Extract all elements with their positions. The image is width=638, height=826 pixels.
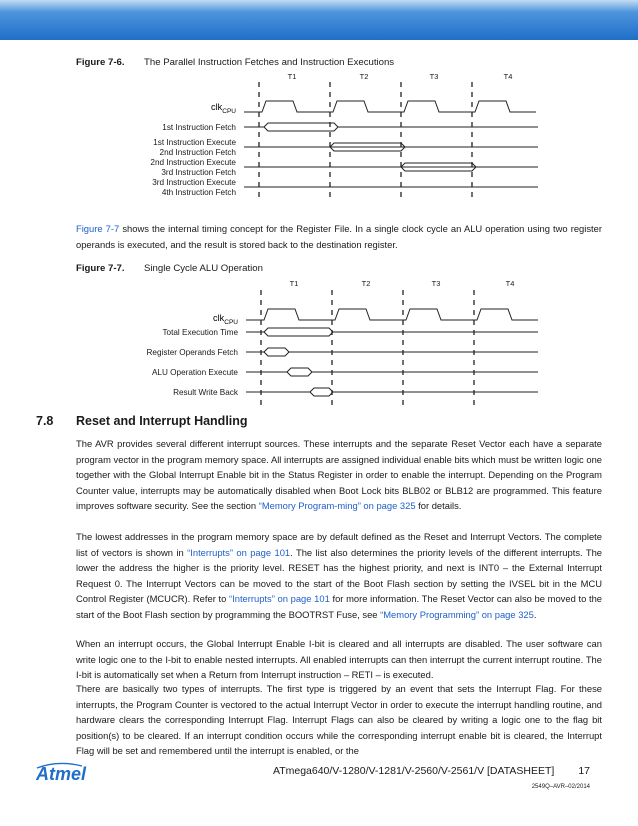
- document-code: 2549Q–AVR–02/2014: [531, 784, 590, 790]
- row-label: Register Operands Fetch: [146, 348, 238, 357]
- link-memory-programming[interactable]: “Memory Programming” on page 325: [380, 608, 534, 620]
- row-label: Result Write Back: [173, 388, 238, 397]
- reg-fetch-signal: [264, 352, 289, 356]
- total-exec-signal: [264, 332, 333, 336]
- fetch-1-signal: [264, 127, 338, 131]
- exec-2-signal: [401, 163, 476, 167]
- row-label: 3rd Instruction Execute: [152, 178, 236, 187]
- para-figure-7-7-intro: Figure 7-7 shows the internal timing concept for the Register File. In a single clock cycle an ALU operation using two register operands is executed, and the result is stored back to the destination register.: [76, 223, 602, 250]
- t1-label: T1: [287, 72, 297, 81]
- paragraph-1: The AVR provides several different interrupt sources. These interrupts and the separate Reset Vector each have a separate program vector in the program memory space. All interrupts are assigned individual enable bits which must be written logic one together with the Global Interrupt Enable bit in the Status Register in order to enable the interrupt. Depending on the Program Counter value, interrupts may be automatically disabled when Boot Lock bits BLB02 or BLB12 are programmed. This feature improves software security. See the section “Memory Program-ming” on page 325 for details.: [76, 438, 602, 512]
- clk-label: clk$_{CPU}$: [213, 313, 238, 326]
- link-interrupts[interactable]: “Interrupts” on page 101: [187, 546, 291, 558]
- document-title: ATmega640/V-1280/V-1281/V-2560/V-2561/V [DATASHEET]: [272, 765, 555, 777]
- row-label: Total Execution Time: [162, 328, 238, 337]
- t3-label: T3: [429, 72, 439, 81]
- figure-title: Single Cycle ALU Operation: [144, 263, 263, 274]
- exec-1-signal: [330, 147, 405, 151]
- timing-diagram-7-7: [0, 274, 638, 414]
- t4-label: T4: [503, 72, 513, 81]
- row-label: 2nd Instruction Execute: [150, 158, 236, 167]
- atmel-logo: [36, 762, 96, 788]
- fetch-1-signal: [244, 123, 538, 127]
- exec-1-signal: [330, 143, 405, 147]
- link-interrupts[interactable]: “Interrupts” on page 101: [229, 593, 330, 605]
- footer-title: [273, 765, 590, 777]
- row-label: 1st Instruction Execute: [153, 138, 236, 147]
- svg-text:Atmel: Atmel: [36, 764, 87, 784]
- t1-label: T1: [289, 279, 299, 288]
- figure-title: The Parallel Instruction Fetches and Instruction Executions: [144, 57, 395, 68]
- figure-7-7-caption: [76, 263, 263, 274]
- write-back-signal: [246, 388, 538, 392]
- timing-diagram-7-6: [0, 68, 638, 206]
- reg-fetch-signal: [246, 348, 538, 352]
- figure-7-6-caption: [76, 57, 394, 68]
- clock-waveform: [244, 101, 536, 112]
- t2-label: T2: [361, 279, 371, 288]
- t3-label: T3: [431, 279, 441, 288]
- alu-exec-signal: [287, 372, 312, 376]
- write-back-signal: [310, 392, 333, 396]
- link-memory-programming[interactable]: “Memory Program-ming” on page 325: [258, 500, 416, 512]
- row-label: ALU Operation Execute: [151, 368, 238, 377]
- figure-link[interactable]: Figure 7-7: [76, 223, 120, 234]
- alu-exec-signal: [246, 368, 538, 372]
- clk-label: clk$_{CPU}$: [211, 102, 236, 115]
- row-label: 3rd Instruction Fetch: [161, 168, 236, 177]
- clock-waveform: [246, 309, 538, 320]
- paragraph-2: The lowest addresses in the program memory space are by default defined as the Reset and Interrupt Vectors. The complete list of vectors is shown in “Interrupts” on page 101. The list also determines the priority levels of the different interrupts. The lower the address the higher is the priority level. RESET has the highest priority, and next is INT0 – the External Interrupt Request 0. The Interrupt Vectors can be moved to the start of the Boot Flash section by setting the IVSEL bit in the MCU Control Register (MCUCR). Refer to “Interrupts” on page 101 for more information. The Reset Vector can also be moved to the start of the Boot Flash section by programming the BOOTRST Fuse, see “Memory Programming” on page 325.: [76, 531, 603, 620]
- figure-number: Figure 7-6.: [76, 57, 125, 68]
- section-number: 7.8: [36, 414, 54, 428]
- section-title: Reset and Interrupt Handling: [76, 414, 248, 428]
- exec-2-signal: [401, 167, 476, 171]
- row-label: 1st Instruction Fetch: [162, 123, 236, 132]
- total-exec-signal: [246, 328, 538, 332]
- paragraph-4: There are basically two types of interrupts. The first type is triggered by an event that sets the Interrupt Flag. For these interrupts, the Program Counter is vectored to the actual Interrupt Vector in order to execute the interrupt handling routine, and hardware clears the corresponding Interrupt Flag. Interrupt Flags can also be cleared by writing a logic one to the flag bit position(s) to be cleared. If an interrupt condition occurs while the corresponding interrupt enable bit is cleared, the Interrupt Flag will be set and remembered until the interrupt is enabled, or the: [76, 683, 602, 757]
- section-heading: [36, 414, 248, 428]
- figure-number: Figure 7-7.: [76, 263, 125, 274]
- row-label: 2nd Instruction Fetch: [159, 148, 236, 157]
- paragraph-3: When an interrupt occurs, the Global Interrupt Enable I-bit is cleared and all interrupts are disabled. The user software can write logic one to the I-bit to enable nested interrupts. All enabled interrupts can then interrupt the current interrupt routine. The I-bit is automatically set when a Return from Interrupt instruction – RETI – is executed.: [76, 638, 602, 681]
- header-bar: [0, 0, 638, 40]
- t2-label: T2: [359, 72, 369, 81]
- row-label: 4th Instruction Fetch: [161, 188, 236, 197]
- t4-label: T4: [505, 279, 515, 288]
- page-number: 17: [578, 765, 590, 777]
